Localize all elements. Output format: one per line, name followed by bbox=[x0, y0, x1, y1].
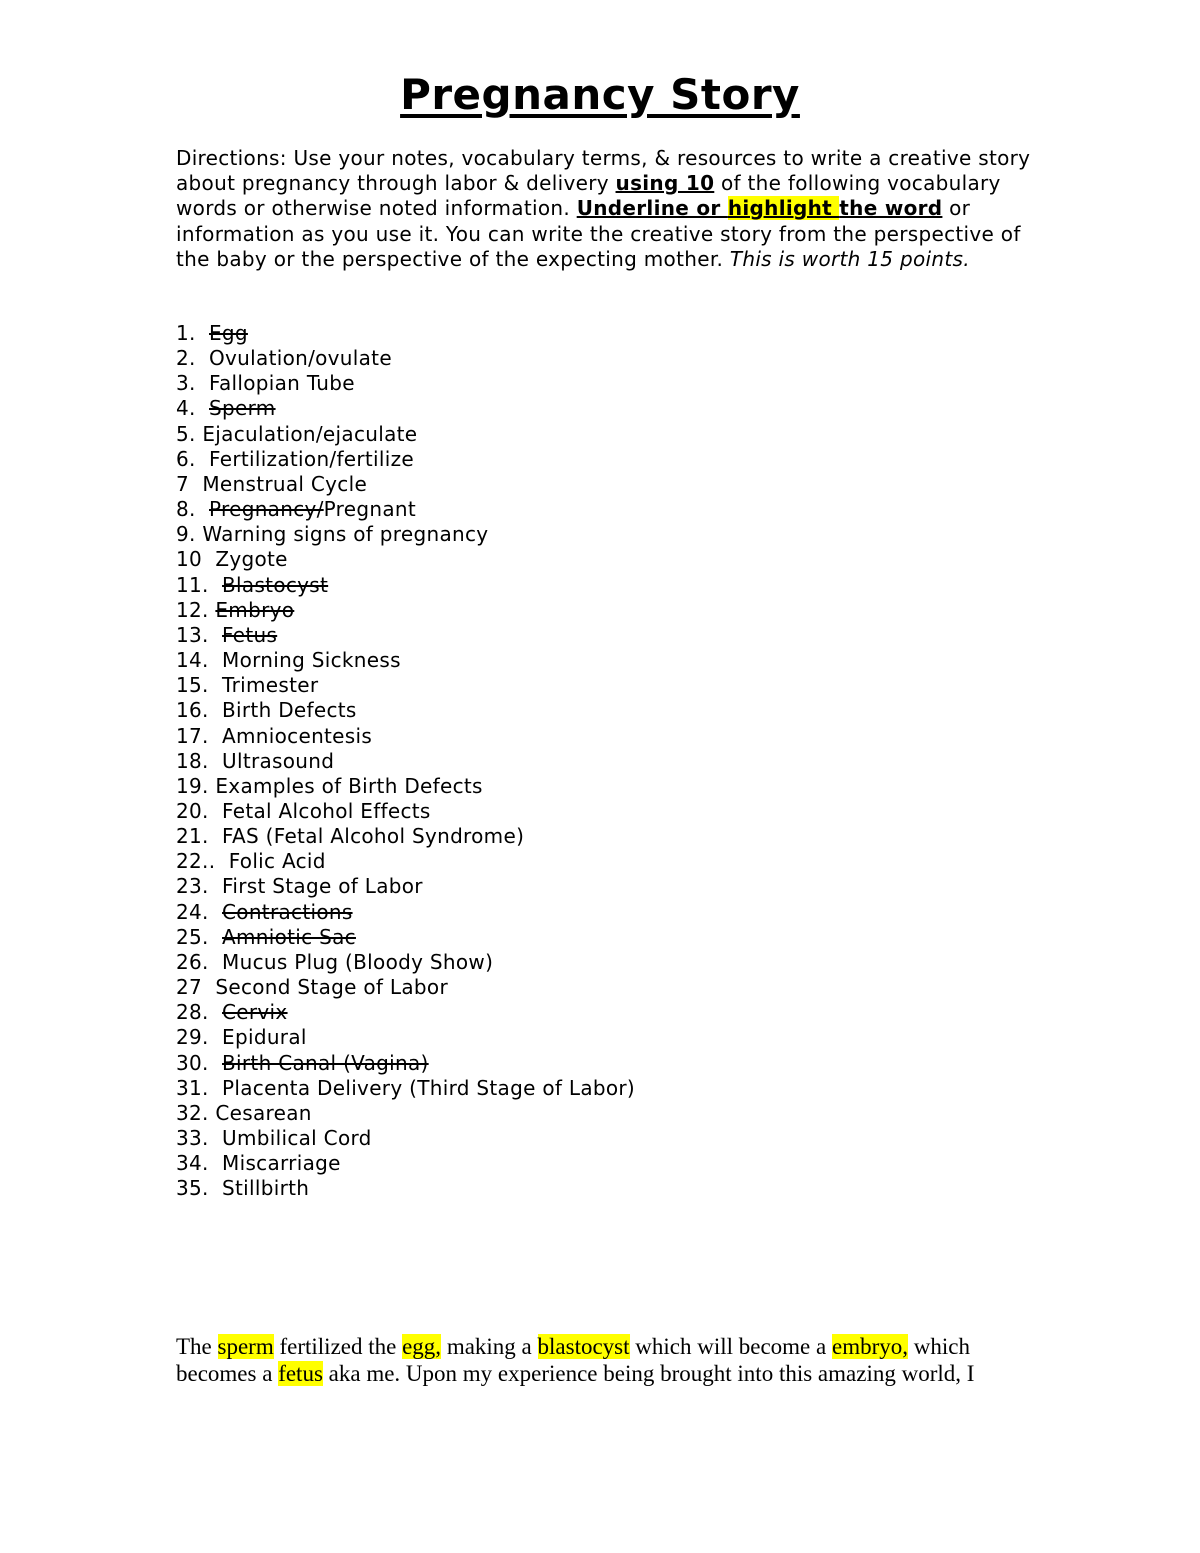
vocab-number: 9. bbox=[176, 522, 203, 547]
vocab-term: Mucus Plug (Bloody Show) bbox=[222, 949, 494, 974]
vocab-term: Umbilical Cord bbox=[222, 1126, 372, 1150]
vocab-term: First Stage of Labor bbox=[222, 874, 423, 899]
vocab-item bbox=[176, 799, 876, 824]
vocabulary-list bbox=[176, 321, 876, 1201]
vocab-term: Second Stage of Labor bbox=[215, 975, 448, 1000]
vocab-number: 19. bbox=[176, 773, 216, 798]
vocab-item bbox=[176, 623, 876, 648]
vocab-term: Fertilization/fertilize bbox=[209, 446, 415, 471]
vocab-term: Examples of Birth Defects bbox=[215, 773, 483, 798]
vocab-item bbox=[176, 1051, 876, 1076]
vocab-item bbox=[176, 774, 876, 799]
vocab-item bbox=[176, 900, 876, 925]
vocab-item bbox=[176, 749, 876, 774]
vocab-term-crossed: Fetus bbox=[222, 622, 278, 647]
vocab-number: 24. bbox=[176, 899, 223, 924]
story-highlighted-word: sperm bbox=[217, 1334, 274, 1359]
vocab-term-crossed: Embryo bbox=[215, 597, 295, 622]
directions-the-word: the word bbox=[839, 196, 943, 221]
vocab-number: 5. bbox=[176, 421, 203, 446]
vocab-item bbox=[176, 673, 876, 698]
vocab-item bbox=[176, 598, 876, 623]
vocab-term: FAS (Fetal Alcohol Syndrome) bbox=[222, 824, 525, 849]
vocab-number: 29. bbox=[176, 1025, 223, 1050]
story-text: which will become a bbox=[629, 1334, 832, 1359]
vocab-item bbox=[176, 648, 876, 673]
vocab-term: Placenta Delivery (Third Stage of Labor) bbox=[222, 1075, 636, 1100]
vocab-number: 10 bbox=[176, 547, 216, 572]
vocab-number: 35. bbox=[176, 1176, 223, 1201]
vocab-term: Cesarean bbox=[215, 1100, 312, 1125]
vocab-item bbox=[176, 1151, 876, 1176]
vocab-item bbox=[176, 497, 876, 522]
story-highlighted-word: embryo, bbox=[831, 1334, 908, 1359]
vocab-term: Warning signs of pregnancy bbox=[202, 522, 489, 547]
vocab-item bbox=[176, 874, 876, 899]
directions-underline-or: Underline or bbox=[576, 196, 728, 221]
vocab-number: 14. bbox=[176, 648, 223, 673]
vocab-number: 13. bbox=[176, 622, 223, 647]
vocab-item bbox=[176, 824, 876, 849]
story-highlighted-word: fetus bbox=[278, 1361, 323, 1386]
vocab-item bbox=[176, 1176, 876, 1201]
vocab-item bbox=[176, 573, 876, 598]
directions-rest: or information as you use it. You can write the creative story from the perspective of the baby or the perspective of the expecting mother. bbox=[176, 196, 1021, 271]
vocab-term: Amniocentesis bbox=[222, 723, 373, 748]
directions-intro: Directions: Use your notes, vocabulary terms, & resources to write a creative story about pregnancy through labor & delivery bbox=[176, 146, 1031, 196]
vocab-item bbox=[176, 321, 876, 346]
story-text: The bbox=[176, 1334, 218, 1359]
vocab-number: 20. bbox=[176, 798, 223, 823]
directions-after-using: of the following vocabulary words or otherwise noted information. bbox=[176, 171, 1001, 221]
vocab-number: 4. bbox=[176, 396, 209, 421]
vocab-item bbox=[176, 698, 876, 723]
vocab-term: Folic Acid bbox=[228, 849, 326, 874]
vocab-number: 16. bbox=[176, 698, 223, 723]
vocab-item bbox=[176, 522, 876, 547]
vocab-number: 7 bbox=[176, 471, 203, 496]
vocab-term-crossed: Sperm bbox=[209, 396, 276, 421]
vocab-term: Fetal Alcohol Effects bbox=[222, 798, 431, 823]
vocab-term: Miscarriage bbox=[222, 1151, 341, 1176]
vocab-number: 1. bbox=[176, 321, 209, 345]
story-highlighted-word: blastocyst bbox=[537, 1334, 630, 1359]
vocab-term-crossed: Cervix bbox=[222, 1000, 288, 1025]
vocab-term: Morning Sickness bbox=[222, 648, 401, 673]
vocab-number: 22.. bbox=[176, 849, 229, 874]
vocab-term-crossed: Blastocyst bbox=[222, 572, 329, 597]
story-text: making a bbox=[441, 1334, 538, 1359]
vocab-number: 33. bbox=[176, 1126, 223, 1150]
vocab-number: 2. bbox=[176, 346, 209, 371]
vocab-number: 26. bbox=[176, 949, 223, 974]
vocab-number: 15. bbox=[176, 673, 223, 698]
story-text: fertilized the bbox=[273, 1334, 403, 1359]
vocab-item bbox=[176, 1126, 876, 1151]
story-text: aka me. Upon my experience being brought into this amazing world, I bbox=[322, 1361, 975, 1386]
vocab-item bbox=[176, 371, 876, 396]
vocab-number: 18. bbox=[176, 748, 223, 773]
vocab-term-crossed: Contractions bbox=[222, 899, 353, 924]
vocab-term: Trimester bbox=[222, 673, 319, 698]
vocab-term: Fallopian Tube bbox=[209, 371, 355, 396]
vocab-term-crossed: Amniotic Sac bbox=[222, 924, 356, 949]
vocab-item bbox=[176, 346, 876, 371]
vocab-item bbox=[176, 1000, 876, 1025]
vocab-item bbox=[176, 975, 876, 1000]
vocab-number: 17. bbox=[176, 723, 223, 748]
story-highlighted-word: egg, bbox=[402, 1334, 442, 1359]
vocab-number: 6. bbox=[176, 446, 209, 471]
vocab-number: 32. bbox=[176, 1100, 216, 1125]
vocab-item bbox=[176, 849, 876, 874]
directions-points: This is worth 15 points. bbox=[729, 246, 970, 271]
vocab-term-crossed: Egg bbox=[209, 321, 248, 345]
vocab-term: Birth Defects bbox=[222, 698, 357, 723]
vocab-item bbox=[176, 724, 876, 749]
vocab-item bbox=[176, 1101, 876, 1126]
page-title: Pregnancy Story bbox=[400, 70, 800, 119]
vocab-term: Ultrasound bbox=[222, 748, 335, 773]
vocab-item bbox=[176, 396, 876, 421]
vocab-item bbox=[176, 447, 876, 472]
vocab-number: 31. bbox=[176, 1075, 223, 1100]
vocab-number: 28. bbox=[176, 1000, 223, 1025]
vocab-item bbox=[176, 1025, 876, 1050]
story-paragraph bbox=[176, 1333, 1026, 1387]
vocab-number: 27 bbox=[176, 975, 216, 1000]
vocab-number: 25. bbox=[176, 924, 223, 949]
vocab-term-crossed: Pregnancy/ bbox=[209, 497, 324, 522]
vocab-number: 30. bbox=[176, 1050, 223, 1075]
vocab-number: 3. bbox=[176, 371, 209, 396]
vocab-number: 34. bbox=[176, 1151, 223, 1176]
story-text: which becomes a bbox=[176, 1334, 970, 1386]
vocab-number: 8. bbox=[176, 497, 209, 522]
vocab-item bbox=[176, 472, 876, 497]
vocab-term: Stillbirth bbox=[222, 1176, 310, 1201]
vocab-term: Ejaculation/ejaculate bbox=[202, 421, 418, 446]
vocab-term: Epidural bbox=[222, 1025, 307, 1050]
vocab-item bbox=[176, 1076, 876, 1101]
vocab-item bbox=[176, 950, 876, 975]
vocab-term-crossed: Birth Canal (Vagina) bbox=[222, 1050, 429, 1075]
directions-paragraph bbox=[176, 146, 1036, 272]
vocab-term: Pregnant bbox=[323, 497, 417, 522]
vocab-number: 12. bbox=[176, 597, 216, 622]
vocab-term: Zygote bbox=[215, 547, 288, 572]
vocab-item bbox=[176, 925, 876, 950]
directions-highlight-word: highlight bbox=[727, 196, 840, 221]
vocab-term: Ovulation/ovulate bbox=[209, 346, 392, 371]
vocab-number: 23. bbox=[176, 874, 223, 899]
vocab-term: Menstrual Cycle bbox=[202, 471, 368, 496]
directions-using-count: using 10 bbox=[615, 171, 715, 196]
vocab-number: 21. bbox=[176, 824, 223, 849]
vocab-number: 11. bbox=[176, 572, 223, 597]
vocab-item bbox=[176, 547, 876, 572]
vocab-item bbox=[176, 422, 876, 447]
